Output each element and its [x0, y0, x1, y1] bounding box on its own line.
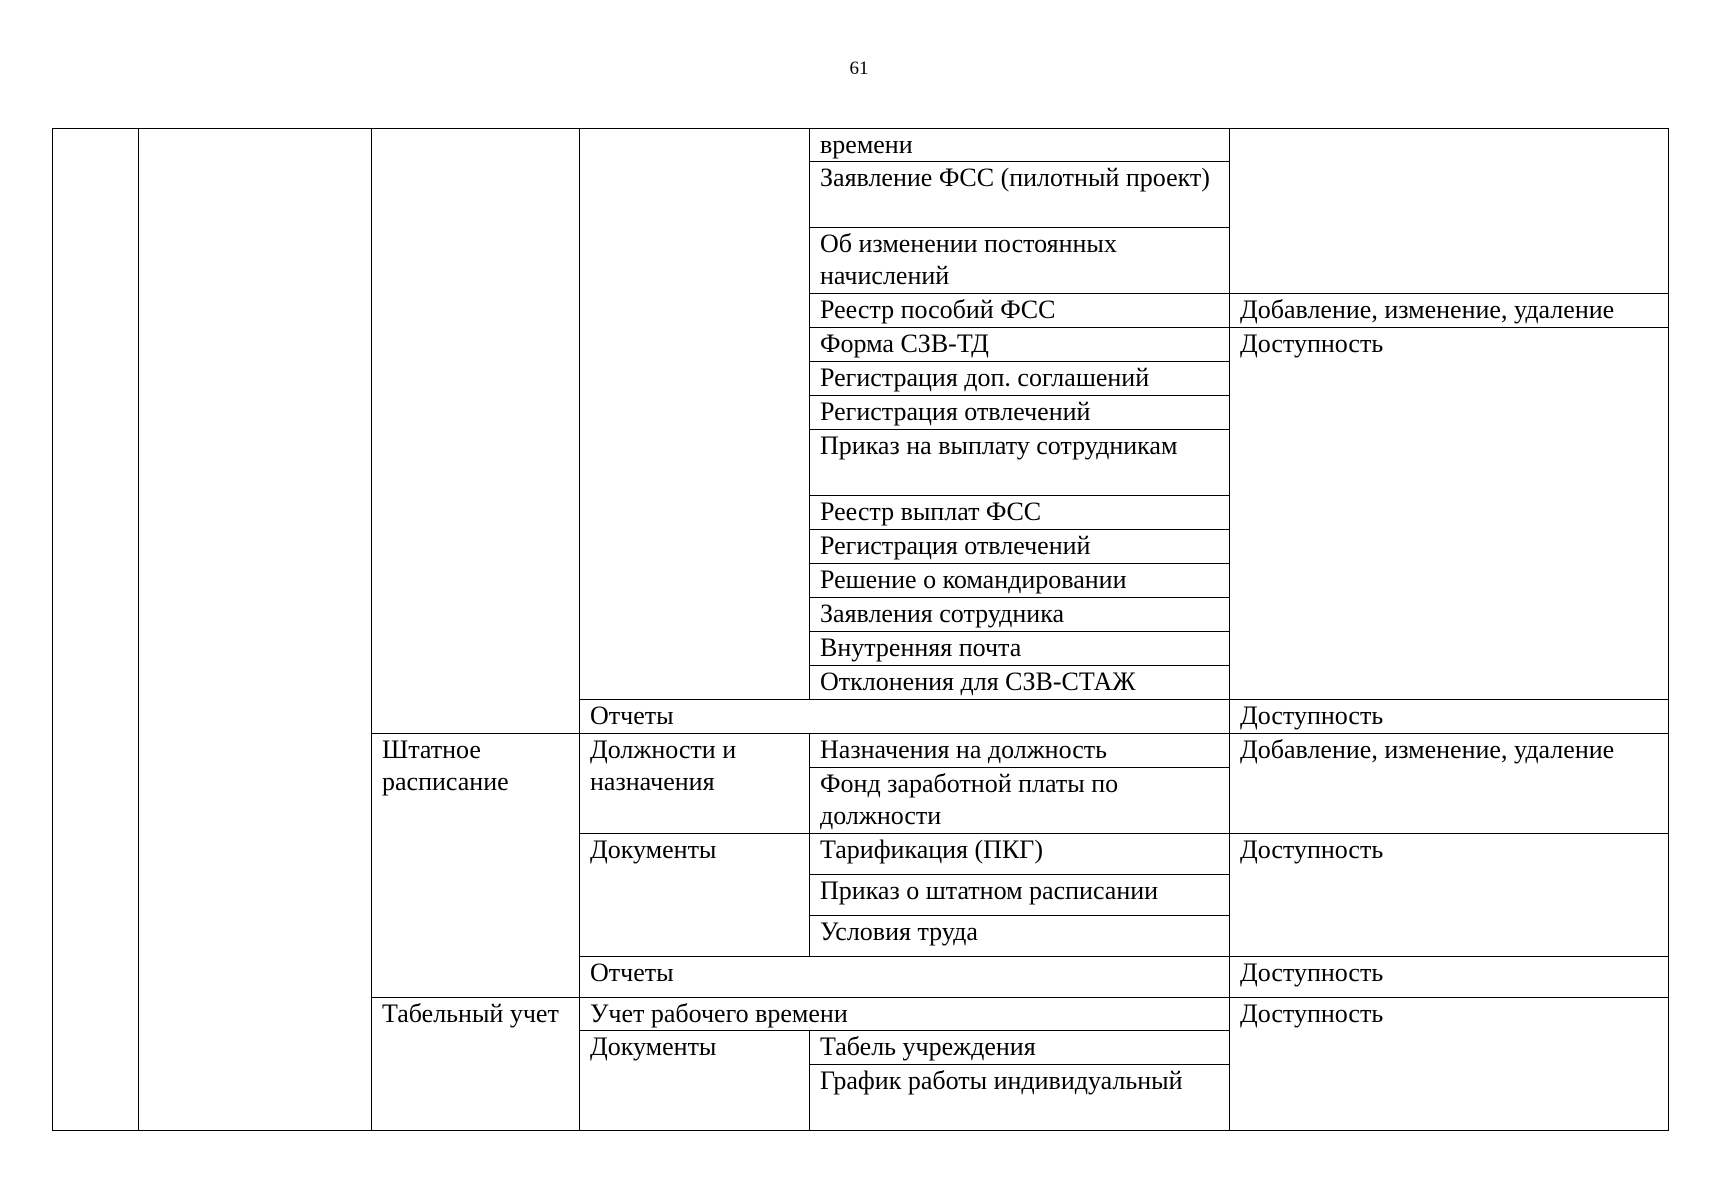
document-cell: Назначения на должность [810, 734, 1230, 768]
document-cell: Решение о командировании [810, 564, 1230, 598]
document-cell: Реестр выплат ФСС [810, 496, 1230, 530]
rights-cell: Доступность [1230, 834, 1669, 957]
document-cell: Регистрация отвлечений [810, 530, 1230, 564]
rights-cell: Добавление, изменение, удаление [1230, 294, 1669, 328]
rights-cell: Доступность [1230, 328, 1669, 700]
document-cell: График работы индивидуальный [810, 1065, 1230, 1131]
document-cell: Регистрация отвлечений [810, 396, 1230, 430]
document-cell: Табель учреждения [810, 1031, 1230, 1065]
page-number: 61 [849, 58, 869, 79]
subsection-cell: Отчеты [580, 700, 1230, 734]
subsection-cell: Документы [580, 1031, 810, 1131]
document-cell: Отклонения для СЗВ-СТАЖ [810, 666, 1230, 700]
rights-cell: Доступность [1230, 700, 1669, 734]
document-cell: Внутренняя почта [810, 632, 1230, 666]
subsection-cell: Должности и назначения [580, 734, 810, 834]
document-cell: Приказ на выплату сотрудникам [810, 430, 1230, 496]
number-cell [53, 129, 139, 1131]
document-cell: Тарификация (ПКГ) [810, 834, 1230, 875]
document-cell: Регистрация доп. соглашений [810, 362, 1230, 396]
document-cell: времени [810, 129, 1230, 162]
document-cell: Фонд заработной платы по должности [810, 768, 1230, 834]
rights-cell: Доступность [1230, 957, 1669, 998]
subsection-cell: Отчеты [580, 957, 1230, 998]
section-cell [372, 129, 580, 734]
document-cell: Заявление ФСС (пилотный проект) [810, 162, 1230, 228]
document-cell: Заявления сотрудника [810, 598, 1230, 632]
section-cell: Табельный учет [372, 998, 580, 1131]
rights-cell [1230, 129, 1669, 294]
document-cell: Об изменении постоянных начислений [810, 228, 1230, 294]
document-cell: Реестр пособий ФСС [810, 294, 1230, 328]
module-cell [139, 129, 372, 1131]
document-cell: Приказ о штатном расписании [810, 875, 1230, 916]
access-rights-table [52, 128, 1669, 1131]
subsection-cell [580, 129, 810, 700]
rights-cell: Доступность [1230, 998, 1669, 1131]
rights-cell: Добавление, изменение, удаление [1230, 734, 1669, 834]
table-row [53, 129, 1669, 162]
section-cell: Штатное расписание [372, 734, 580, 998]
document-cell: Форма СЗВ-ТД [810, 328, 1230, 362]
document-cell: Условия труда [810, 916, 1230, 957]
subsection-cell: Учет рабочего времени [580, 998, 1230, 1031]
subsection-cell: Документы [580, 834, 810, 957]
